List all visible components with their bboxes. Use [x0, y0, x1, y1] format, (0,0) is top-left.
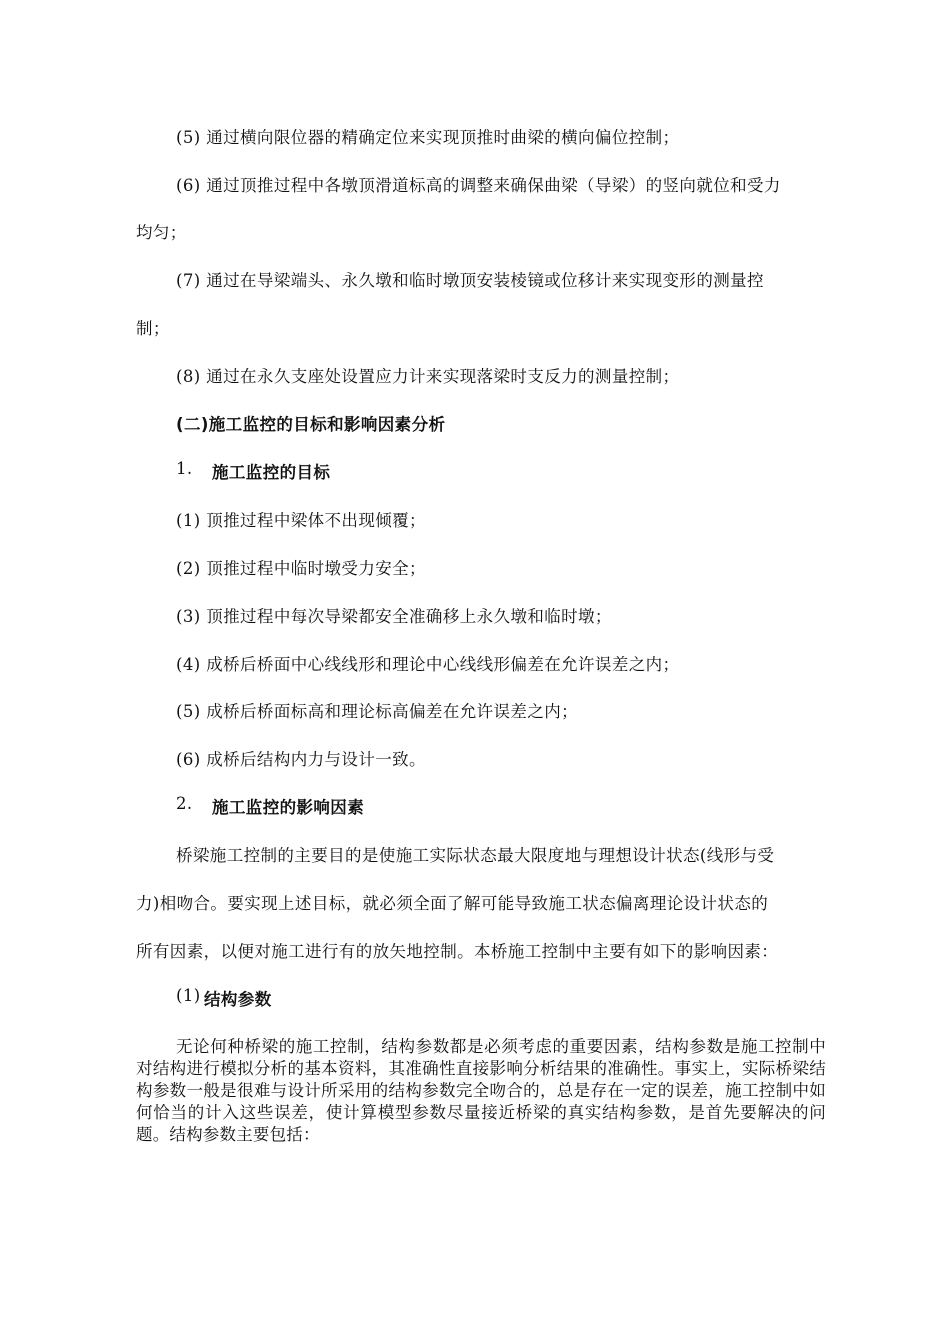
paragraph-line: 桥梁施工控制的主要目的是使施工实际状态最大限度地与理想设计状态(线形与受: [176, 846, 775, 865]
subsection-title: 施工监控的目标: [212, 463, 331, 482]
section-heading: (二)施工监控的目标和影响因素分析: [176, 415, 446, 434]
factor-number: (1): [176, 986, 201, 1005]
goal-item: (6) 成桥后结构内力与设计一致。: [176, 750, 426, 769]
list-item-continuation: 均匀；: [136, 223, 187, 242]
subsection-title: 施工监控的影响因素: [212, 798, 365, 817]
goal-item: (3) 顶推过程中每次导梁都安全准确移上永久墩和临时墩；: [176, 607, 612, 626]
subsection-number: 1.: [176, 459, 193, 478]
list-item: (7) 通过在导梁端头、永久墩和临时墩顶安装棱镜或位移计来实现变形的测量控: [176, 271, 764, 290]
goal-item: (2) 顶推过程中临时墩受力安全；: [176, 559, 426, 578]
subsection-number: 2.: [176, 794, 193, 813]
list-item: (6) 通过顶推过程中各墩顶滑道标高的调整来确保曲梁（导梁）的竖向就位和受力: [176, 176, 781, 195]
paragraph-line: 所有因素，以便对施工进行有的放矢地控制。本桥施工控制中主要有如下的影响因素：: [136, 942, 779, 961]
list-item: (5) 通过横向限位器的精确定位来实现顶推时曲梁的横向偏位控制；: [176, 128, 680, 147]
factor-title: 结构参数: [204, 990, 272, 1009]
paragraph-structural-parameters: 无论何种桥梁的施工控制，结构参数都是必须考虑的重要因素，结构参数是施工控制中对结构进行模拟分析的基本资料，其准确性直接影响分析结果的准确性。事实上，实际桥梁结构参数一般是很难与设计所采用的结构参数完全吻合的，总是存在一定的误差，施工控制中如何恰当的计入这些误差，使计算模型参数尽量接近桥梁的真实结构参数，是首先要解决的问题。结构参数主要包括：: [136, 1037, 826, 1144]
paragraph-line: 力)相吻合。要实现上述目标，就必须全面了解可能导致施工状态偏离理论设计状态的: [136, 894, 769, 913]
goal-item: (4) 成桥后桥面中心线线形和理论中心线线形偏差在允许误差之内；: [176, 655, 680, 674]
list-item: (8) 通过在永久支座处设置应力计来实现落梁时支反力的测量控制；: [176, 367, 680, 386]
goal-item: (5) 成桥后桥面标高和理论标高偏差在允许误差之内；: [176, 702, 579, 721]
list-item-continuation: 制；: [136, 319, 170, 338]
goal-item: (1) 顶推过程中梁体不出现倾覆；: [176, 511, 426, 530]
